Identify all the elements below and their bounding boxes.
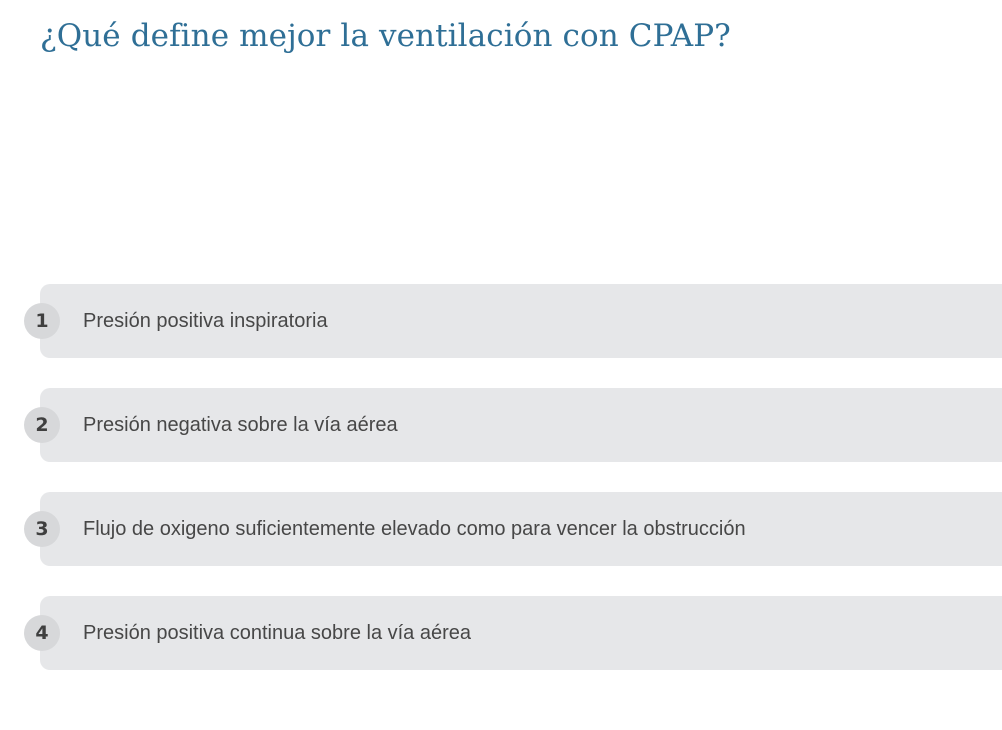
answer-option-4[interactable] (0, 596, 1002, 670)
answer-options-list (0, 284, 1002, 700)
answer-option-label: Flujo de oxigeno suficientemente elevado como para vencer la obstrucción (83, 518, 746, 540)
answer-option-1[interactable] (0, 284, 1002, 358)
answer-option-number-badge: 2 (24, 407, 60, 443)
answer-option-label: Presión positiva inspiratoria (83, 310, 328, 332)
question-title: ¿Qué define mejor la ventilación con CPAP? (40, 18, 731, 54)
answer-option-number-badge: 1 (24, 303, 60, 339)
answer-option-label: Presión positiva continua sobre la vía aérea (83, 622, 472, 644)
answer-option-number-badge: 4 (24, 615, 60, 651)
answer-option-3[interactable] (0, 492, 1002, 566)
answer-option-2[interactable] (0, 388, 1002, 462)
answer-option-label: Presión negativa sobre la vía aérea (83, 414, 398, 436)
answer-option-number-badge: 3 (24, 511, 60, 547)
